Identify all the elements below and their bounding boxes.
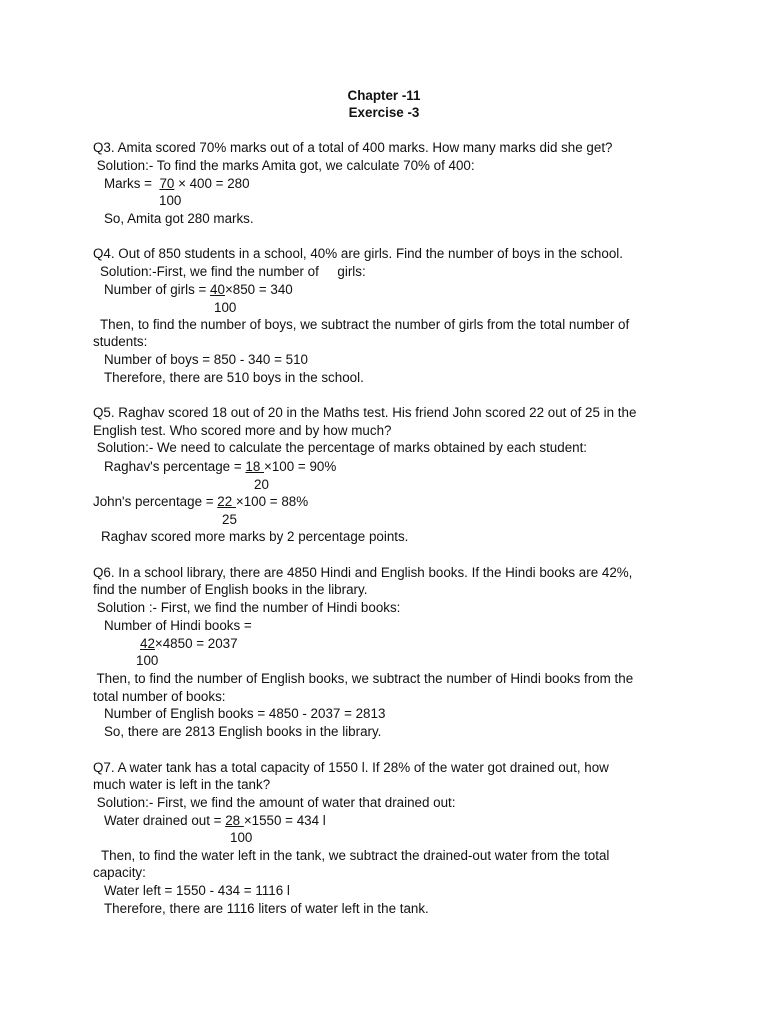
q5-raghav-calculation xyxy=(104,458,336,476)
q6-question-line-1: Q6. In a school library, there are 4850 Hindi and English books. If the Hindi books are 42%, xyxy=(93,565,633,580)
q5-question-line-2: English test. Who scored more and by how much? xyxy=(93,423,392,438)
q5-john-prefix: John's percentage = xyxy=(93,494,218,509)
exercise-title: Exercise -3 xyxy=(348,105,420,120)
q7-then-line-2: capacity: xyxy=(93,865,146,880)
q7-fraction-denominator: 100 xyxy=(230,830,253,845)
q7-then-line-1: Then, to find the water left in the tank, we subtract the drained-out water from the total xyxy=(101,848,610,863)
q4-then-line-1: Then, to find the number of boys, we subtract the number of girls from the total number of xyxy=(100,317,630,332)
q7-question-line-1: Q7. A water tank has a total capacity of 1550 l. If 28% of the water got drained out, how xyxy=(93,760,609,775)
q3-fraction-denominator: 100 xyxy=(159,193,182,208)
q7-solution: Solution:- First, we find the amount of water that drained out: xyxy=(93,795,456,810)
q5-raghav-denominator: 20 xyxy=(254,477,269,492)
q7-calc-prefix: Water drained out = xyxy=(104,813,226,828)
q7-fraction-numerator: 28 xyxy=(225,813,244,828)
q3-calc-result: × 400 = 280 xyxy=(174,176,250,191)
q6-then-line-1: Then, to find the number of English books, we subtract the number of Hindi books from the xyxy=(93,671,634,686)
q4-question: Q4. Out of 850 students in a school, 40% are girls. Find the number of boys in the school. xyxy=(93,246,623,261)
q3-solution: Solution:- To find the marks Amita got, we calculate 70% of 400: xyxy=(93,158,475,173)
q7-calc-result: ×1550 = 434 l xyxy=(243,813,326,828)
q5-john-denominator: 25 xyxy=(222,512,237,527)
q3-fraction-numerator: 70 xyxy=(159,176,175,191)
q5-answer: Raghav scored more marks by 2 percentage points. xyxy=(101,529,409,544)
q4-fraction-denominator: 100 xyxy=(214,300,237,315)
q5-solution: Solution:- We need to calculate the percentage of marks obtained by each student: xyxy=(93,440,588,455)
q4-then-line-2: students: xyxy=(93,334,148,349)
q4-calc-result: ×850 = 340 xyxy=(224,282,293,297)
q4-boys-calculation: Number of boys = 850 - 340 = 510 xyxy=(104,352,308,367)
q6-calc-result: ×4850 = 2037 xyxy=(154,636,238,651)
q4-calculation xyxy=(104,281,293,299)
q7-answer: Therefore, there are 1116 liters of water left in the tank. xyxy=(104,901,429,916)
q6-answer: So, there are 2813 English books in the library. xyxy=(104,724,382,739)
q6-fraction-numerator: 42 xyxy=(140,636,155,651)
q5-raghav-result: ×100 = 90% xyxy=(264,459,337,474)
chapter-title: Chapter -11 xyxy=(347,88,421,103)
q6-then-line-2: total number of books: xyxy=(93,689,226,704)
q6-solution: Solution :- First, we find the number of Hindi books: xyxy=(93,600,401,615)
q6-english-calculation: Number of English books = 4850 - 2037 = 2813 xyxy=(104,706,386,721)
q3-calculation xyxy=(104,175,250,193)
q4-calc-prefix: Number of girls = xyxy=(104,282,211,297)
q4-fraction-numerator: 40 xyxy=(210,282,225,297)
q5-john-result: ×100 = 88% xyxy=(235,494,309,509)
q5-raghav-numerator: 18 xyxy=(245,459,265,474)
q5-john-numerator: 22 xyxy=(217,494,236,509)
q6-calculation xyxy=(140,635,238,653)
q6-fraction-denominator: 100 xyxy=(136,653,159,668)
q6-question-line-2: find the number of English books in the library. xyxy=(93,582,368,597)
q5-john-calculation xyxy=(93,493,308,511)
q5-raghav-prefix: Raghav's percentage = xyxy=(104,459,246,474)
q3-question: Q3. Amita scored 70% marks out of a total of 400 marks. How many marks did she get? xyxy=(93,140,613,155)
q4-solution: Solution:-First, we find the number of girls: xyxy=(100,264,366,279)
q5-question-line-1: Q5. Raghav scored 18 out of 20 in the Maths test. His friend John scored 22 out of 25 in the xyxy=(93,405,637,420)
q4-answer: Therefore, there are 510 boys in the school. xyxy=(104,370,364,385)
q3-calc-prefix: Marks = xyxy=(104,176,160,191)
q3-answer: So, Amita got 280 marks. xyxy=(104,211,254,226)
q6-hindi-label: Number of Hindi books = xyxy=(104,618,252,633)
q7-calculation xyxy=(104,812,326,830)
q7-water-left-calculation: Water left = 1550 - 434 = 1116 l xyxy=(104,883,290,898)
q7-question-line-2: much water is left in the tank? xyxy=(93,777,271,792)
